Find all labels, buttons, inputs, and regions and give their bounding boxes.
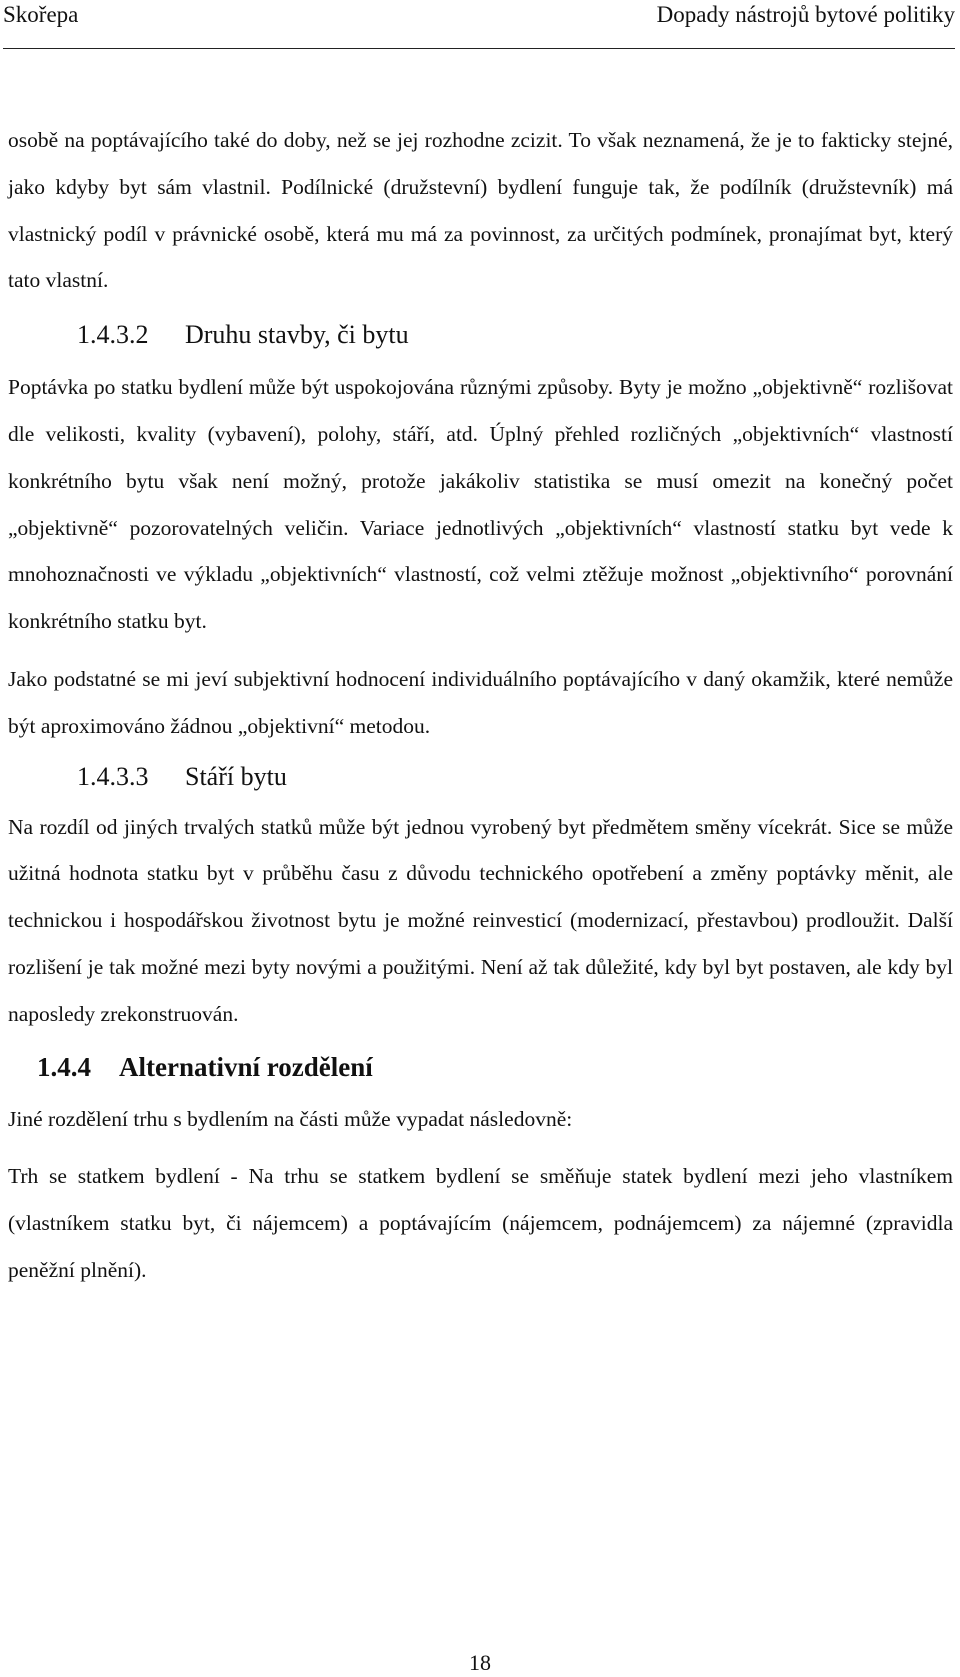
paragraph-ownership: osobě na poptávajícího také do doby, než se jej rozhodne zcizit. To však neznamená, že je to fakticky stejné, jako kdyby byt sám vlastnil. Podílnické (družstevní) bydlení funguje tak, že podílník (družstevník) má vlastnický podíl v právnické osobě, která mu má za povinnost, za určitých podmínek, pronajímat byt, který tato vlastní. (8, 128, 953, 293)
page-number: 18 (469, 1650, 491, 1675)
heading-1-4-4 (8, 1052, 953, 1082)
header-title: Dopady nástrojů bytové politiky (656, 2, 955, 27)
running-header (3, 0, 955, 49)
heading-number: 1.4.4 (37, 1051, 91, 1082)
heading-1-4-3-2 (8, 320, 953, 350)
heading-title: Stáří bytu (185, 761, 287, 791)
paragraph-subjective: Jako podstatné se mi jeví subjektivní hodnocení individuálního poptávajícího v daný okamžik, které nemůže být aproximováno žádnou „objektivní“ metodou. (8, 666, 953, 738)
heading-number: 1.4.3.2 (77, 320, 149, 350)
heading-title: Alternativní rozdělení (119, 1051, 373, 1082)
paragraph-demand: Poptávka po statku bydlení může být uspokojována různými způsoby. Byty je možno „objektivně“ rozlišovat dle velikosti, kvality (vybavení), polohy, stáří, atd. Úplný přehled rozličných „objektivních“ vlastností konkrétního bytu však není možný, protože jakákoliv statistika se musí omezit na konečný počet „objektivně“ pozorovatelných veličin. Variace jednotlivých „objektivních“ vlastností statku byt vede k mnohoznačnosti ve výkladu „objektivních“ vlastností, což velmi ztěžuje možnost „objektivního“ porovnání konkrétního statku byt. (8, 375, 953, 634)
paragraph-age: Na rozdíl od jiných trvalých statků může být jednou vyrobený byt předmětem směny vícekrát. Sice se může užitná hodnota statku byt v průběhu času z důvodu technického opotřebení a změny poptávky měnit, ale technickou i hospodářskou životnost bytu je možné reinvesticí (modernizací, přestavbou) prodloužit. Další rozlišení je tak možné mezi byty novými a použitými. Není až tak důležité, kdy byl byt postaven, ale kdy byl naposledy zrekonstruován. (8, 814, 953, 1026)
paragraph-division: Jiné rozdělení trhu s bydlením na části může vypadat následovně: (8, 1106, 573, 1131)
header-author: Skořepa (3, 2, 79, 27)
heading-title: Druhu stavby, či bytu (185, 320, 409, 350)
document-body (8, 117, 953, 1294)
heading-number: 1.4.3.3 (77, 761, 149, 791)
heading-1-4-3-3 (8, 762, 953, 792)
paragraph-market: Trh se statkem bydlení - Na trhu se statkem bydlení se směňuje statek bydlení mezi jeho vlastníkem (vlastníkem statku byt, či nájemcem) a poptávajícím (nájemcem, podnájemcem) za nájemné (zpravidla peněžní plnění). (8, 1164, 953, 1282)
